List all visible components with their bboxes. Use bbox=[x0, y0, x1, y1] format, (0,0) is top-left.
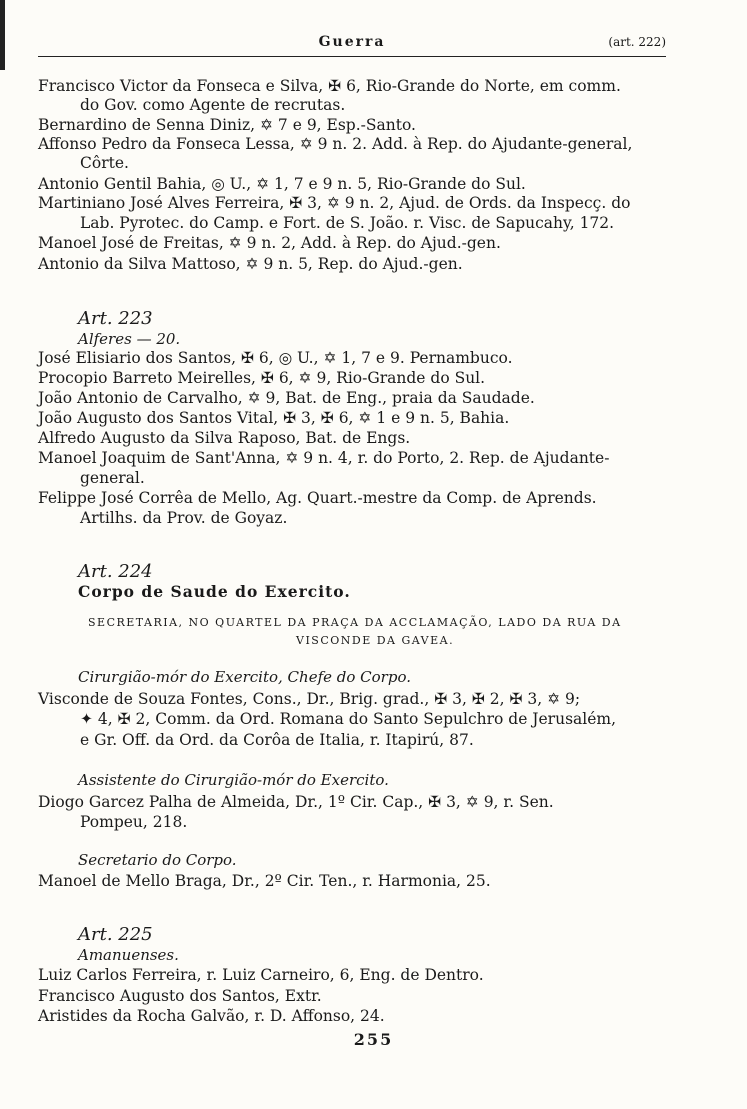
page-number: 255 bbox=[353, 1030, 394, 1049]
entry-line: Pompeu, 218. bbox=[80, 813, 188, 831]
entry-line: Luiz Carlos Ferreira, r. Luiz Carneiro, 6, Eng. de Dentro. bbox=[38, 966, 484, 984]
address-caps-line: SECRETARIA, NO QUARTEL DA PRAÇA DA ACCLAMAÇÃO, LADO DA RUA DA bbox=[88, 616, 622, 629]
header-article-ref: (art. 222) bbox=[608, 35, 666, 49]
entry-line: Martiniano José Alves Ferreira, ✠ 3, ✡ 9 n. 2, Ajud. de Ords. da Inspecç. do bbox=[38, 194, 631, 212]
article-heading: Art. 224 bbox=[78, 561, 153, 582]
article-heading: Art. 225 bbox=[78, 924, 153, 945]
entry-line: Artilhs. da Prov. de Goyaz. bbox=[80, 509, 288, 527]
entry-line: Aristides da Rocha Galvão, r. D. Affonso, 24. bbox=[38, 1007, 385, 1025]
entry-line: Procopio Barreto Meirelles, ✠ 6, ✡ 9, Rio-Grande do Sul. bbox=[38, 369, 486, 387]
section-title: Corpo de Saude do Exercito. bbox=[78, 582, 351, 601]
entry-line: Antonio Gentil Bahia, ◎ U., ✡ 1, 7 e 9 n. 5, Rio-Grande do Sul. bbox=[38, 175, 526, 193]
post-title: Cirurgião-mór do Exercito, Chefe do Corpo. bbox=[78, 668, 411, 686]
address-caps-line: VISCONDE DA GAVEA. bbox=[296, 634, 455, 647]
header-title: Guerra bbox=[318, 34, 386, 50]
entry-line: Bernardino de Senna Diniz, ✡ 7 e 9, Esp.-Santo. bbox=[38, 116, 416, 134]
entry-line: e Gr. Off. da Ord. da Corôa de Italia, r. Itapirú, 87. bbox=[80, 731, 474, 749]
entry-line: do Gov. como Agente de recrutas. bbox=[80, 96, 346, 114]
entry-line: ✦ 4, ✠ 2, Comm. da Ord. Romana do Santo Sepulchro de Jerusalém, bbox=[80, 710, 617, 728]
entry-line: Visconde de Souza Fontes, Cons., Dr., Brig. grad., ✠ 3, ✠ 2, ✠ 3, ✡ 9; bbox=[38, 690, 581, 708]
entry-line: Felippe José Corrêa de Mello, Ag. Quart.-mestre da Comp. de Aprends. bbox=[38, 489, 597, 507]
page-edge-mark bbox=[0, 0, 5, 70]
entry-line: Antonio da Silva Mattoso, ✡ 9 n. 5, Rep. do Ajud.-gen. bbox=[38, 255, 463, 273]
article-subheading: Alferes — 20. bbox=[78, 330, 181, 348]
article-heading: Art. 223 bbox=[78, 308, 153, 329]
entry-line: Francisco Victor da Fonseca e Silva, ✠ 6, Rio-Grande do Norte, em comm. bbox=[38, 77, 621, 95]
running-header bbox=[38, 30, 666, 57]
entry-line: Côrte. bbox=[80, 154, 129, 172]
entry-line: João Antonio de Carvalho, ✡ 9, Bat. de Eng., praia da Saudade. bbox=[38, 389, 535, 407]
post-title: Secretario do Corpo. bbox=[78, 851, 237, 869]
post-title: Assistente do Cirurgião-mór do Exercito. bbox=[78, 771, 389, 789]
article-subheading: Amanuenses. bbox=[78, 946, 179, 964]
entry-line: Diogo Garcez Palha de Almeida, Dr., 1º Cir. Cap., ✠ 3, ✡ 9, r. Sen. bbox=[38, 793, 554, 811]
entry-line: Alfredo Augusto da Silva Raposo, Bat. de Engs. bbox=[38, 429, 411, 447]
entry-line: Manoel Joaquim de Sant'Anna, ✡ 9 n. 4, r. do Porto, 2. Rep. de Ajudante- bbox=[38, 449, 610, 467]
entry-line: Manoel de Mello Braga, Dr., 2º Cir. Ten., r. Harmonia, 25. bbox=[38, 872, 491, 890]
entry-line: José Elisiario dos Santos, ✠ 6, ◎ U., ✡ 1, 7 e 9. Pernambuco. bbox=[38, 349, 513, 367]
entry-line: general. bbox=[80, 469, 145, 487]
entry-line: Lab. Pyrotec. do Camp. e Fort. de S. João. r. Visc. de Sapucahy, 172. bbox=[80, 214, 615, 232]
entry-line: João Augusto dos Santos Vital, ✠ 3, ✠ 6, ✡ 1 e 9 n. 5, Bahia. bbox=[38, 409, 510, 427]
entry-line: Francisco Augusto dos Santos, Extr. bbox=[38, 987, 322, 1005]
entry-line: Manoel José de Freitas, ✡ 9 n. 2, Add. à Rep. do Ajud.-gen. bbox=[38, 234, 501, 252]
entry-line: Affonso Pedro da Fonseca Lessa, ✡ 9 n. 2. Add. à Rep. do Ajudante-general, bbox=[38, 135, 633, 153]
